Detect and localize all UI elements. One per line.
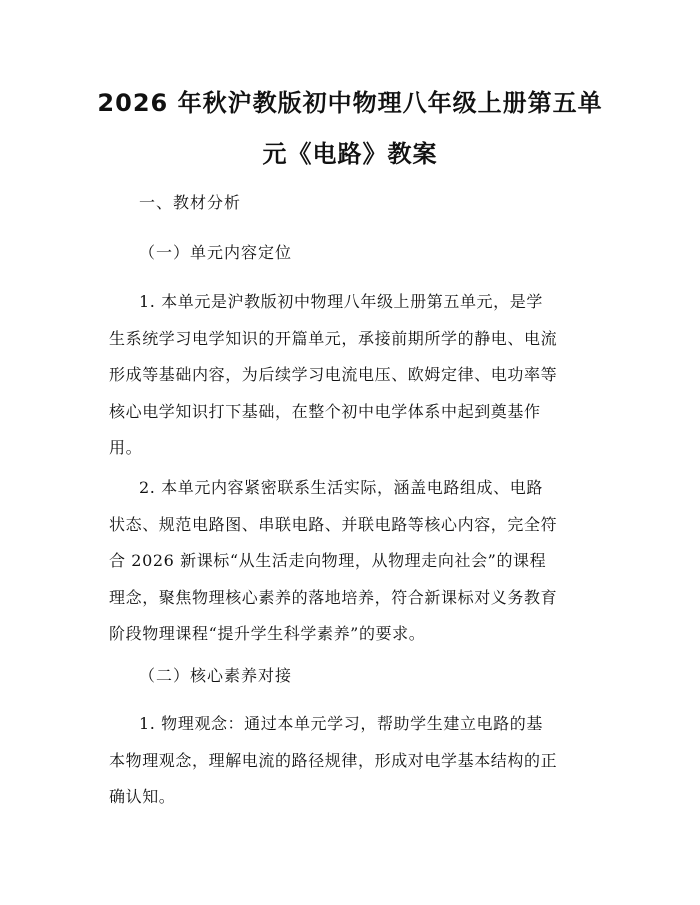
paragraph-line: 生系统学习电学知识的开篇单元，承接前期所学的静电、电流 — [109, 328, 558, 348]
document-title-line-1: 2026 年秋沪教版初中物理八年级上册第五单 — [97, 89, 603, 117]
paragraph-line: 形成等基础内容，为后续学习电流电压、欧姆定律、电功率等 — [109, 365, 558, 384]
paragraph-line: 确认知。 — [109, 787, 176, 806]
document-title-line-2: 元《电路》教案 — [262, 140, 438, 168]
paragraph-line: 1. 物理观念：通过本单元学习，帮助学生建立电路的基 — [139, 714, 543, 733]
paragraph-line: 1. 本单元是沪教版初中物理八年级上册第五单元，是学 — [139, 292, 543, 311]
paragraph-line: 阶段物理课程“提升学生科学素养”的要求。 — [109, 624, 426, 643]
subsection-heading-core-literacy: （二）核心素养对接 — [139, 666, 293, 685]
paragraph-unit-positioning-2 — [109, 470, 607, 653]
paragraph-unit-positioning-1 — [109, 284, 607, 467]
paragraph-line: 理念，聚焦物理核心素养的落地培养，符合新课标对义务教育 — [109, 587, 558, 607]
paragraph-line: 核心电学知识打下基础，在整个初中电学体系中起到奠基作 — [109, 401, 541, 421]
paragraph-line: 合 2026 新课标“从生活走向物理，从物理走向社会”的课程 — [109, 551, 547, 570]
paragraph-core-literacy-1 — [109, 706, 607, 816]
paragraph-line: 本物理观念，理解电流的路径规律，形成对电学基本结构的正 — [109, 750, 558, 770]
paragraph-line: 2. 本单元内容紧密联系生活实际，涵盖电路组成、电路 — [139, 478, 543, 497]
section-heading-textbook-analysis: 一、教材分析 — [139, 193, 242, 212]
paragraph-line: 状态、规范电路图、串联电路、并联电路等核心内容，完全符 — [109, 514, 558, 534]
paragraph-line: 用。 — [109, 438, 143, 457]
subsection-heading-unit-positioning: （一）单元内容定位 — [139, 243, 293, 262]
